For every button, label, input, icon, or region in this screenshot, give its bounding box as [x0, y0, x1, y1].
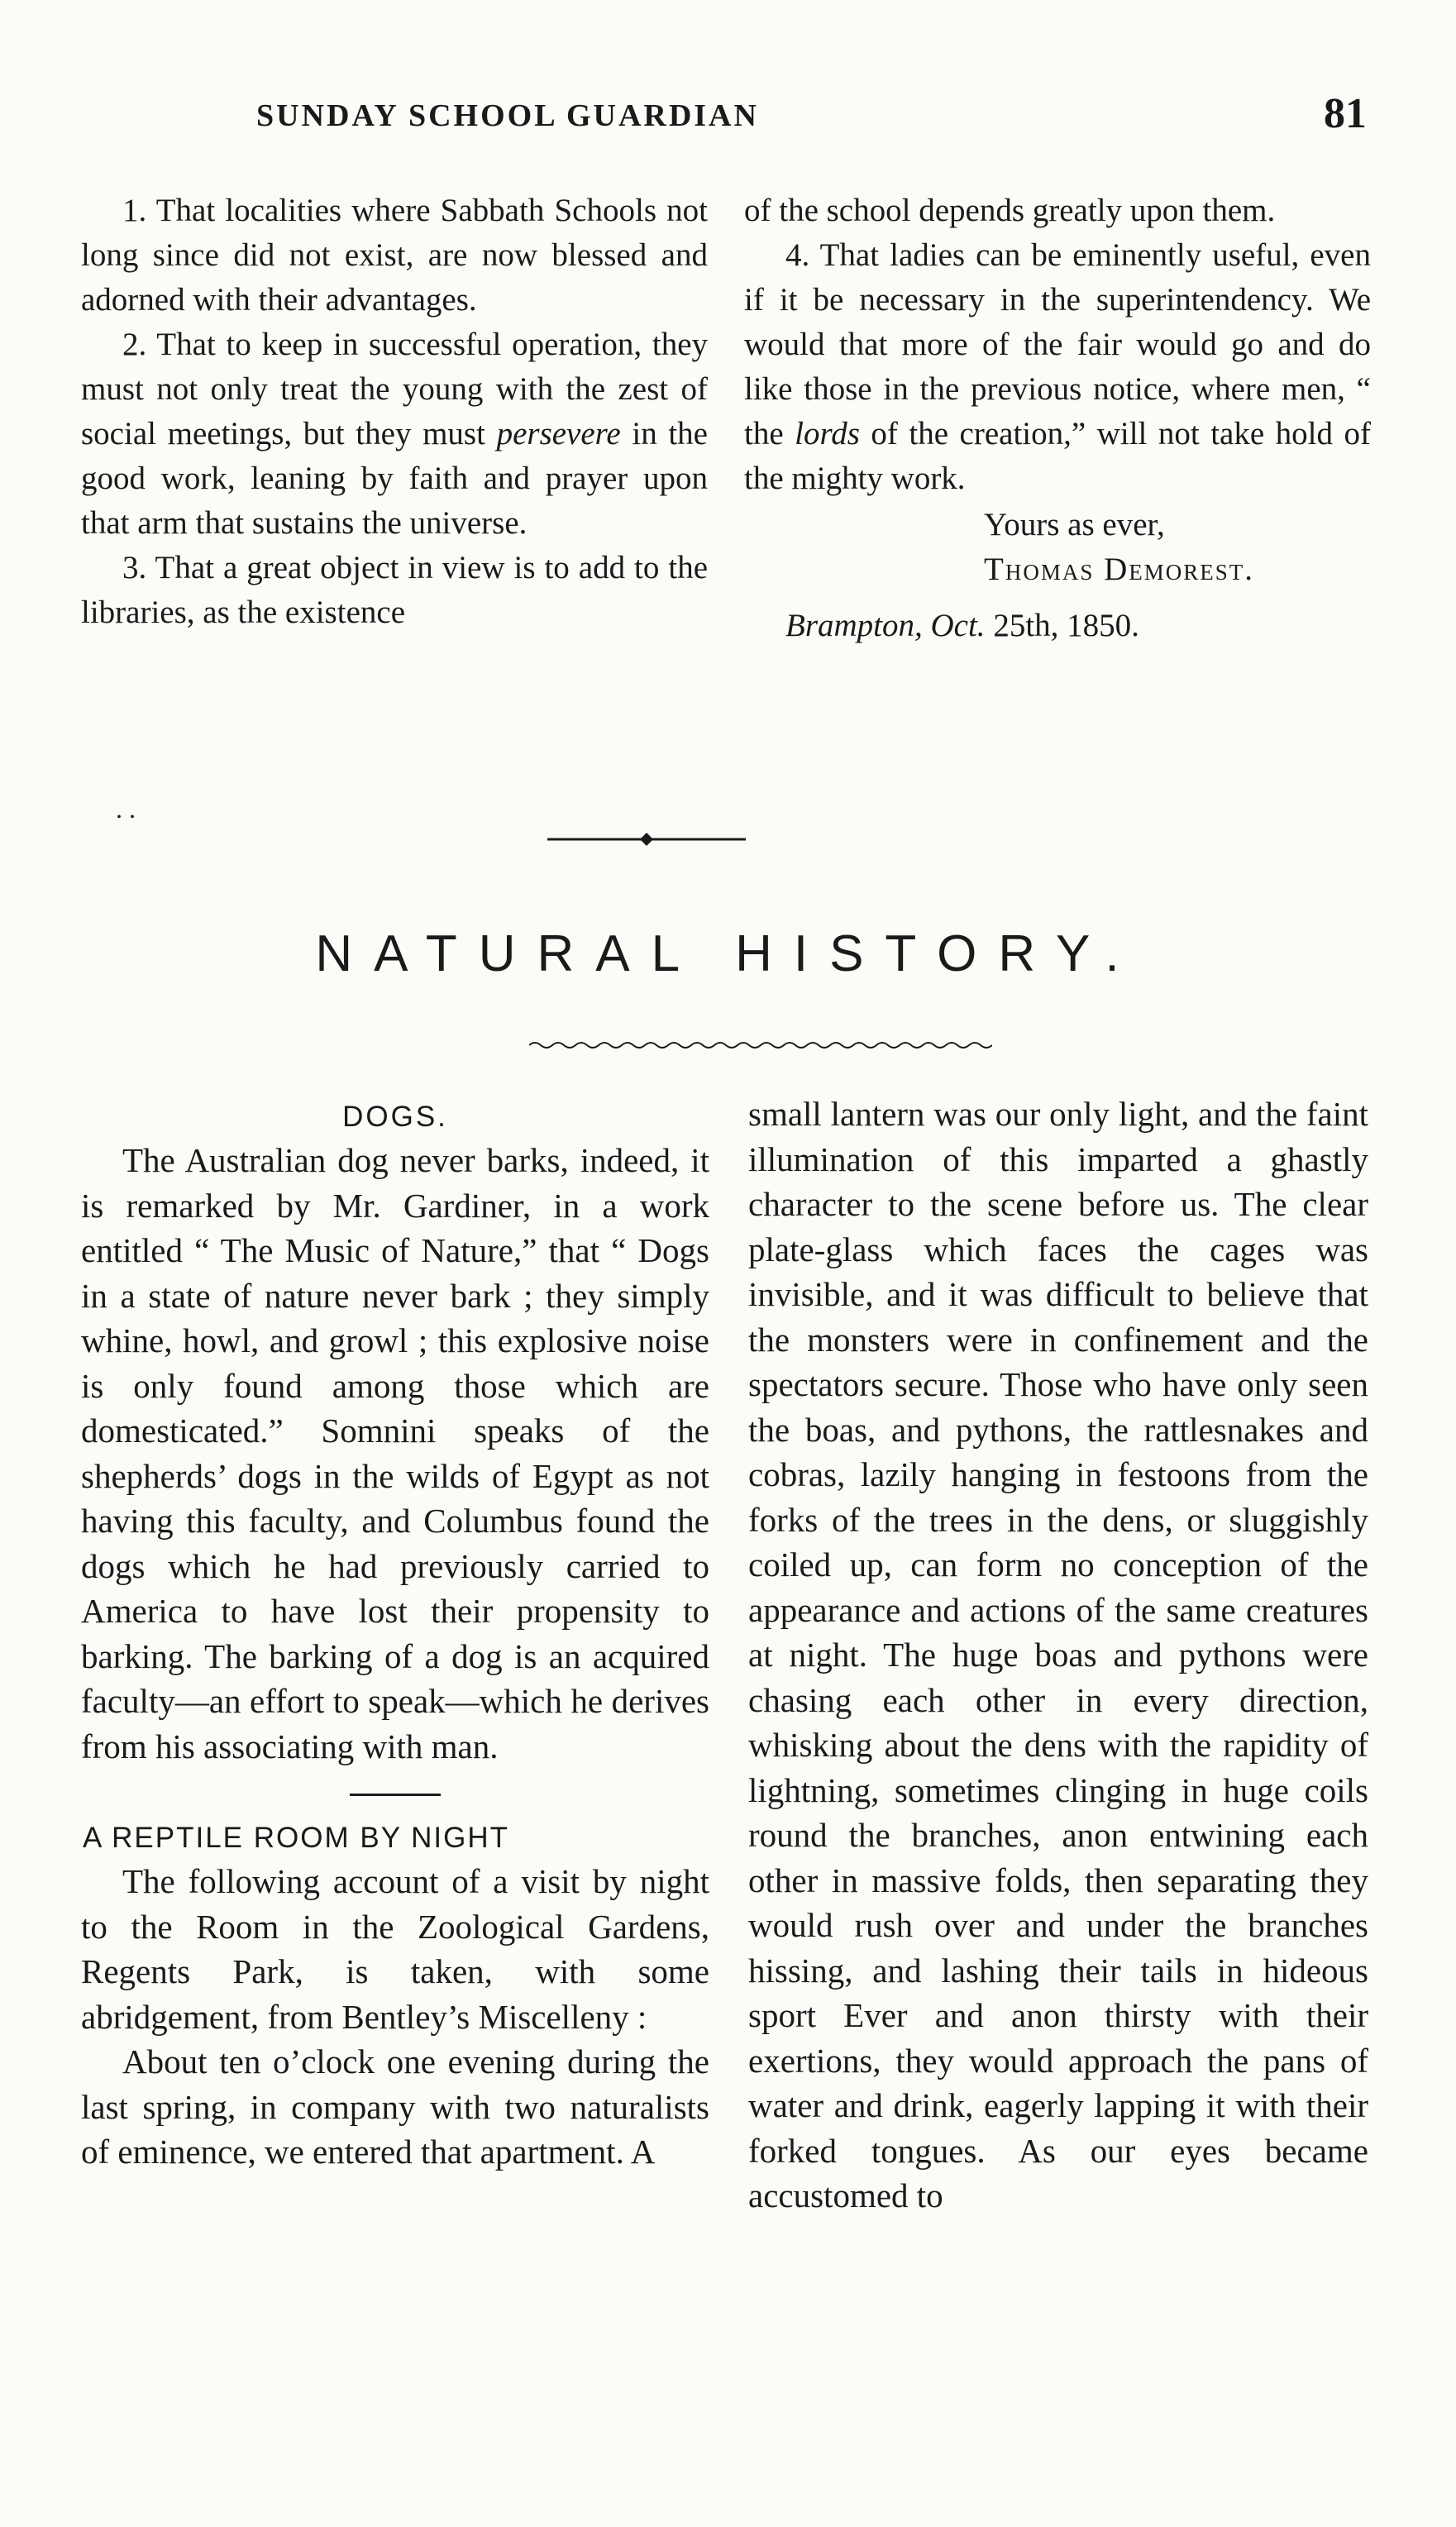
- section-ornament: [547, 827, 746, 852]
- reptile-paragraph-continued: small lantern was our only light, and the faint illumination of this imparted a ghastly character to the scene before us. The clear plate-glass which faces the cages was invisible, and it was difficult to believe that the monsters were in confinement and the spectators secure. Those who have only seen the boas, and pythons, the rattlesnakes and cobras, lazily hanging in festoons from the forks of the trees in the dens, or sluggishly coiled up, can form no conception of the appearance and actions of the same creatures at night. The huge boas and pythons were chasing each other in every direction, whisking about the dens with the rapidity of lightning, sometimes clinging in huge coils round the branches, anon entwining each other in massive folds, then separating they would rush over and under the branches hissing, and lashing their tails in hideous sport Ever and anon thirsty with their exertions, they would approach the pans of water and drink, eagerly lapping it with their forked tongues. As our eyes became accustomed to: [748, 1095, 1368, 2214]
- date-place: Brampton, Oct.: [785, 608, 986, 643]
- date-line: [744, 604, 1371, 648]
- page-number: 81: [1324, 90, 1367, 137]
- point-1: 1. That localities where Sabbath Schools not long since did not exist, are now blessed and adorned with their advantages.: [81, 193, 708, 318]
- date-year: 25th, 1850.: [993, 608, 1139, 643]
- section-heading: NATURAL HISTORY.: [315, 925, 1141, 982]
- reptile-paragraph: About ten o’clock one evening during the last spring, in company with two naturalists of eminence, we entered that apartment. A: [81, 2042, 709, 2171]
- dogs-heading: DOGS.: [342, 1101, 448, 1133]
- reptile-intro: The following account of a visit by night to the Room in the Zoological Gardens, Regents Park, is taken, with some abridgement, from Bentley’s Miscelleny :: [81, 1862, 709, 2036]
- article-column-right: [748, 1092, 1368, 2219]
- reptile-heading: A REPTILE ROOM BY NIGHT: [83, 1822, 510, 1854]
- valediction: Yours as ever,: [984, 507, 1165, 542]
- point-2-text-b: in the good work, leaning by faith and prayer upon that arm that sustains the universe.: [81, 416, 708, 541]
- wavy-rule: [529, 1039, 992, 1052]
- point-4-text-a: 4. That ladies can be eminently useful, even if it be necessary in the superintendency. We would that more of the fair would go and do like those in the previous notice, where men, “ the: [744, 237, 1371, 451]
- article-divider: [350, 1794, 441, 1796]
- article-column-left: [81, 1092, 709, 2175]
- point-3-continued: of the school depends greatly upon them.: [744, 193, 1276, 228]
- stray-marks: . .: [116, 794, 136, 824]
- point-4-emphasis: lords: [795, 416, 860, 451]
- letter-closing: [744, 503, 1371, 648]
- letter-column-left: [81, 189, 708, 635]
- point-2-emphasis: persevere: [496, 416, 621, 451]
- point-2: [81, 322, 708, 546]
- dogs-body: The Australian dog never barks, indeed, it is remarked by Mr. Gardiner, in a work entitled “ The Music of Nature,” that “ Dogs in a state of nature never bark ; they simply whine, howl, and growl ; this explosive noise is only found among those which are domesticated.” Somnini speaks of the shepherds’ dogs in the wilds of Egypt as not having this faculty, and Columbus found the dogs which he had previously carried to America to have lost their propensity to barking. The barking of a dog is an acquired faculty—an effort to speak—which he derives from his associating with man.: [81, 1141, 709, 1765]
- point-3: 3. That a great object in view is to add to the libraries, as the existence: [81, 550, 708, 630]
- point-2-text-a: 2. That to keep in successful operation, they must not only treat the young with the zest of social meetings, but they must: [81, 327, 708, 451]
- letter-column-right: [744, 189, 1371, 648]
- running-header: [0, 90, 1456, 147]
- point-4-text-b: of the creation,” will not take hold of the mighty work.: [744, 416, 1371, 496]
- running-title: SUNDAY SCHOOL GUARDIAN: [256, 98, 759, 133]
- point-4: [744, 233, 1371, 501]
- signature: Thomas Demorest.: [984, 552, 1255, 587]
